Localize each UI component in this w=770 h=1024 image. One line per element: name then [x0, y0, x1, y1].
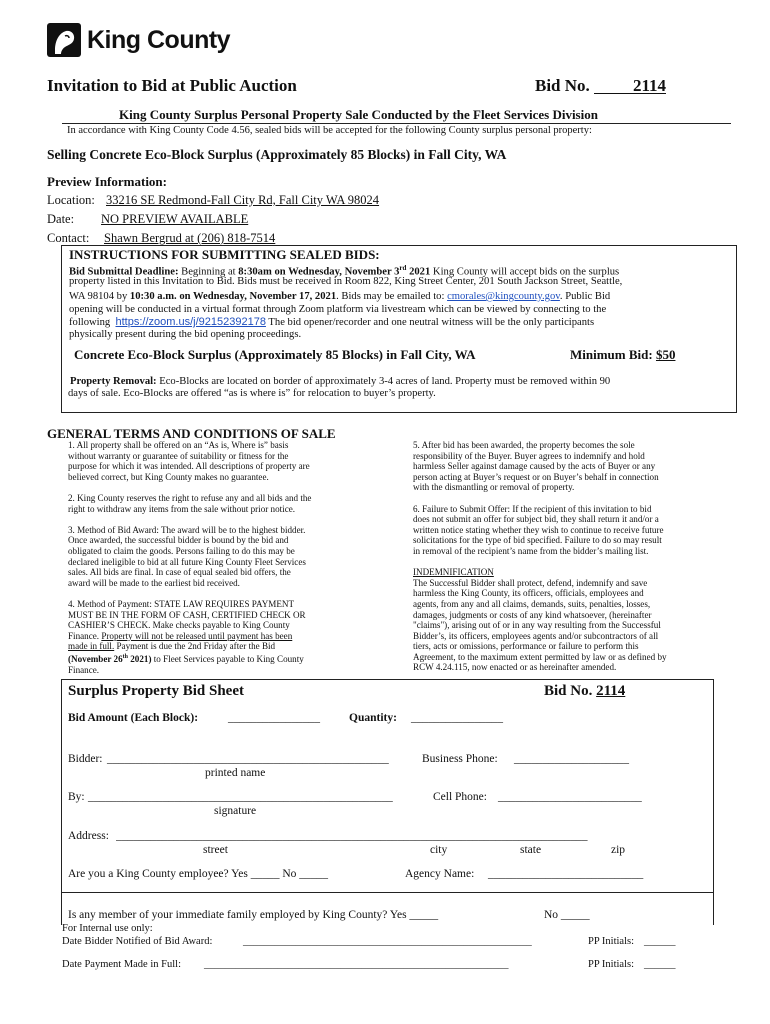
terms-line: 5. After bid has been awarded, the property becomes the sole: [413, 440, 635, 450]
min-bid-value: $50: [655, 347, 676, 362]
preview-heading: Preview Information:: [47, 174, 167, 189]
bid-number: 2114: [594, 78, 666, 94]
date-paid-label: Date Payment Made in Full:: [62, 959, 181, 970]
terms-line: with the dismantling or removal of property.: [413, 482, 575, 493]
location-value: 33216 SE Redmond-Fall City Rd, Fall City WA 98024: [106, 193, 380, 207]
terms-line: Once awarded, the successful bidder is bound by the bid and: [68, 535, 289, 546]
cell-phone-field[interactable]: _________________________: [498, 791, 642, 803]
terms-line: does not submit an offer for subject bid, they shall return it and/or a: [413, 514, 659, 525]
pp-initials-field-1[interactable]: ______: [644, 936, 676, 947]
family-question[interactable]: Is any member of your immediate family employed by King County? Yes _____: [68, 909, 439, 921]
terms-line: tiers, acts or omissions, performance or failure to perform this: [413, 641, 639, 652]
terms-line: RCW 4.24.115, now enacted or as hereinafter amended.: [413, 662, 617, 673]
spacer: [68, 514, 311, 525]
bid-sheet-title: Surplus Property Bid Sheet: [68, 683, 244, 699]
bid-amount-field[interactable]: ________________: [228, 712, 320, 724]
location-label: Location:: [47, 193, 95, 207]
terms-line: without warranty or guarantee of suitability or fitness for the: [68, 450, 289, 461]
street-caption: street: [203, 844, 228, 856]
email-link[interactable]: cmorales@kingcounty.gov: [447, 291, 560, 302]
removal-line-2: days of sale. Eco-Blocks are offered “as is where is” for relocation to buyer’s property.: [68, 388, 436, 399]
made-full-text: made in full.: [68, 641, 115, 652]
terms-line: person acting at Buyer’s request or on Buyer’s behalf in connection: [413, 471, 659, 482]
minimum-bid: [570, 348, 675, 361]
due-date: 10:30 a.m. on Wednesday, November 17, 2021: [129, 291, 337, 302]
terms-line: damages, judgments or costs of any kind whatsoever, (hereinafter: [413, 609, 652, 620]
terms-line: [68, 641, 311, 652]
cell-phone-label: Cell Phone:: [433, 791, 487, 803]
date-notified-field[interactable]: _______________________________________________________: [243, 936, 532, 947]
deadline-label: Bid Submittal Deadline:: [69, 266, 179, 278]
employee-question[interactable]: Are you a King County employee? Yes _____ No _____: [68, 868, 329, 880]
by-label: By:: [68, 791, 85, 803]
terms-line: 4. Method of Payment: STATE LAW REQUIRES PAYMENT: [68, 598, 295, 609]
pp-initials-label-2: PP Initials:: [588, 959, 634, 970]
spacer: [413, 557, 667, 568]
terms-line: "claims"), arising out of or in any way resulting from the Successful: [413, 620, 661, 631]
business-phone-label: Business Phone:: [422, 753, 498, 765]
email-text: . Bids may be emailed to:: [336, 291, 445, 302]
printed-name-caption: printed name: [205, 767, 266, 779]
address-label: Address:: [68, 830, 109, 842]
selling-heading: Selling Concrete Eco-Block Surplus (Approximately 85 Blocks) in Fall City, WA: [47, 147, 507, 162]
bidder-field[interactable]: _________________________________________________: [107, 753, 389, 765]
date-value: NO PREVIEW AVAILABLE: [101, 212, 249, 226]
terms-line: right to withdraw any items from the sale without prior notice.: [68, 503, 296, 514]
bid-sheet-divider: [61, 892, 714, 893]
terms-left-column: [68, 440, 311, 675]
terms-line: [68, 652, 311, 665]
king-county-logo-icon: [47, 23, 81, 57]
bid-sheet-value: 2114: [596, 683, 626, 699]
date-label: Date:: [47, 212, 75, 226]
bid-amount-label: Bid Amount (Each Block):: [68, 712, 199, 724]
terms-line: harmless Seller against damage caused by the acts of Buyer or any: [413, 461, 656, 472]
deadline-text-2: King County will accept bids on the surplus: [432, 266, 620, 278]
spacer: [68, 588, 311, 599]
min-bid-label: Minimum Bid:: [570, 347, 653, 362]
terms-line: 2. King County reserves the right to refuse any and all bids and the: [68, 492, 312, 503]
bid-sheet-number: [544, 683, 625, 700]
zoom-link[interactable]: https://zoom.us/j/92152392178: [115, 316, 266, 328]
date-paid-field[interactable]: __________________________________________________________: [204, 959, 509, 970]
deadline-line-2: property listed in this Invitation to Bid. Bids must be received in Room 822, King Street Center, 201 South Jackson Street, Seattle,: [69, 276, 623, 287]
pp-initials-field-2[interactable]: ______: [644, 959, 676, 970]
bidder-label: Bidder:: [68, 753, 103, 765]
terms-line: award will be made to the earliest bid received.: [68, 577, 240, 588]
payable-text: to Fleet Services payable to King County: [151, 653, 304, 664]
quantity-label: Quantity:: [349, 712, 397, 724]
bid-label: Bid No.: [535, 76, 590, 95]
terms-line: 6. Failure to Submit Offer: If the recipient of this invitation to bid: [413, 503, 652, 514]
contact-value: Shawn Bergrud at (206) 818-7514: [104, 231, 276, 245]
deadline-text: Beginning at: [181, 266, 236, 278]
terms-line: agents, from any and all claims, demands, suits, penalties, losses,: [413, 598, 651, 609]
indemnification-heading: INDEMNIFICATION: [413, 567, 494, 578]
terms-line: 3. Method of Bid Award: The award will be to the highest bidder.: [68, 524, 306, 535]
due-text: WA 98104 by: [69, 291, 128, 302]
contact-label: Contact:: [47, 231, 90, 245]
instructions-heading: INSTRUCTIONS FOR SUBMITTING SEALED BIDS:: [69, 247, 380, 262]
deadline-year: 2021: [409, 266, 431, 278]
terms-line: The Successful Bidder shall protect, defend, indemnify and save: [413, 577, 648, 588]
spacer: [413, 493, 667, 504]
signature-caption: signature: [214, 805, 257, 817]
king-county-logo: [47, 22, 230, 58]
payment-year: 2021): [127, 653, 152, 664]
page-title: Invitation to Bid at Public Auction: [47, 76, 297, 95]
item-title: Concrete Eco-Block Surplus (Approximately 85 Blocks) in Fall City, WA: [74, 347, 476, 362]
family-no-option[interactable]: No _____: [544, 909, 590, 921]
terms-line: responsibility of the Buyer. Buyer agrees to indemnify and hold: [413, 450, 645, 461]
removal-label: Property Removal:: [70, 376, 157, 387]
release-text: Property will not be released until payment has been: [101, 630, 293, 641]
signature-field[interactable]: _____________________________________________________: [88, 791, 393, 803]
business-phone-field[interactable]: ____________________: [514, 753, 629, 765]
terms-line: Agreement, to the maximum extent permitted by law or as defined by: [413, 651, 667, 662]
instructions-box: [61, 245, 737, 413]
bid-number-header: [535, 76, 666, 96]
terms-line: harmless the King County, its officers, officials, employees and: [413, 588, 644, 599]
deadline-date: 8:30am on Wednesday, November 3: [238, 266, 400, 278]
city-caption: city: [430, 844, 448, 856]
terms-line: CASHIER’S CHECK. Make checks payable to King County: [68, 620, 290, 631]
opener-text: The bid opener/recorder and one neutral witness will be the only participants: [268, 317, 595, 328]
internal-heading: For Internal use only:: [62, 923, 153, 934]
agency-label: Agency Name:: [405, 868, 475, 880]
payment-date: (November 26: [68, 653, 123, 664]
terms-line: MUST BE IN THE FORM OF CASH, CERTIFIED CHECK OR: [68, 609, 306, 620]
intro-text: In accordance with King County Code 4.56, sealed bids will be accepted for the following County surplus personal property:: [67, 125, 592, 136]
deadline-line-6: physically present during the bid opening proceedings.: [69, 329, 302, 340]
bid-sheet-label: Bid No.: [544, 683, 593, 699]
finance-text: Finance.: [68, 630, 102, 641]
terms-line: obligated to claim the goods. Persons failing to do this may be: [68, 545, 295, 556]
deadline-sup: rd: [399, 264, 407, 272]
terms-line: in removal of the recipient’s name from the bidder’s mailing list.: [413, 545, 649, 556]
terms-line: believed correct, but King County makes no guarantee.: [68, 471, 269, 482]
terms-line: [68, 631, 311, 642]
agency-field[interactable]: ___________________________: [488, 868, 644, 880]
terms-line: solicitations for the type of bid specified. Failure to do so may result: [413, 535, 662, 546]
date-notified-label: Date Bidder Notified of Bid Award:: [62, 936, 213, 947]
terms-line: sales. All bids are final. In case of equal sealed bid offers, the: [68, 567, 291, 578]
payment-date-sup: th: [122, 653, 128, 660]
logo-text: King County: [87, 25, 231, 54]
terms-line: Bidder’s, its officers, employees agents and/or subcontractors of all: [413, 630, 659, 641]
divider: [62, 123, 731, 124]
deadline-line-3: [69, 290, 610, 303]
quantity-field[interactable]: ________________: [411, 712, 503, 724]
deadline-line-4: opening will be conducted in a virtual format through Zoom platform via livestream which can be viewed by connecting to the: [69, 304, 607, 315]
following-text: following: [69, 317, 111, 328]
zip-caption: zip: [611, 844, 626, 856]
terms-line: declared ineligible to bid at all future King County Fleet Services: [68, 556, 306, 567]
terms-line: purpose for which it was intended. All descriptions of property are: [68, 461, 310, 472]
public-bid-text: . Public Bid: [559, 291, 611, 302]
payment-due-text: Payment is due the 2nd Friday after the Bid: [114, 641, 276, 652]
subheader: King County Surplus Personal Property Sale Conducted by the Fleet Services Division: [119, 107, 598, 122]
terms-line: 1. All property shall be offered on an “As is, Where is” basis: [68, 440, 289, 450]
terms-line: written notice stating whether they wish to continue to receive future: [413, 524, 664, 535]
state-caption: state: [520, 844, 542, 856]
removal-text: Eco-Blocks are located on border of approximately 3-4 acres of land. Property must be removed within 90: [159, 376, 611, 387]
terms-line: Finance.: [68, 664, 100, 675]
terms-right-column: [413, 440, 667, 673]
address-field[interactable]: __________________________________________________________________________________: [116, 830, 588, 842]
terms-heading: GENERAL TERMS AND CONDITIONS OF SALE: [47, 426, 336, 441]
spacer: [68, 482, 311, 493]
pp-initials-label-1: PP Initials:: [588, 936, 634, 947]
